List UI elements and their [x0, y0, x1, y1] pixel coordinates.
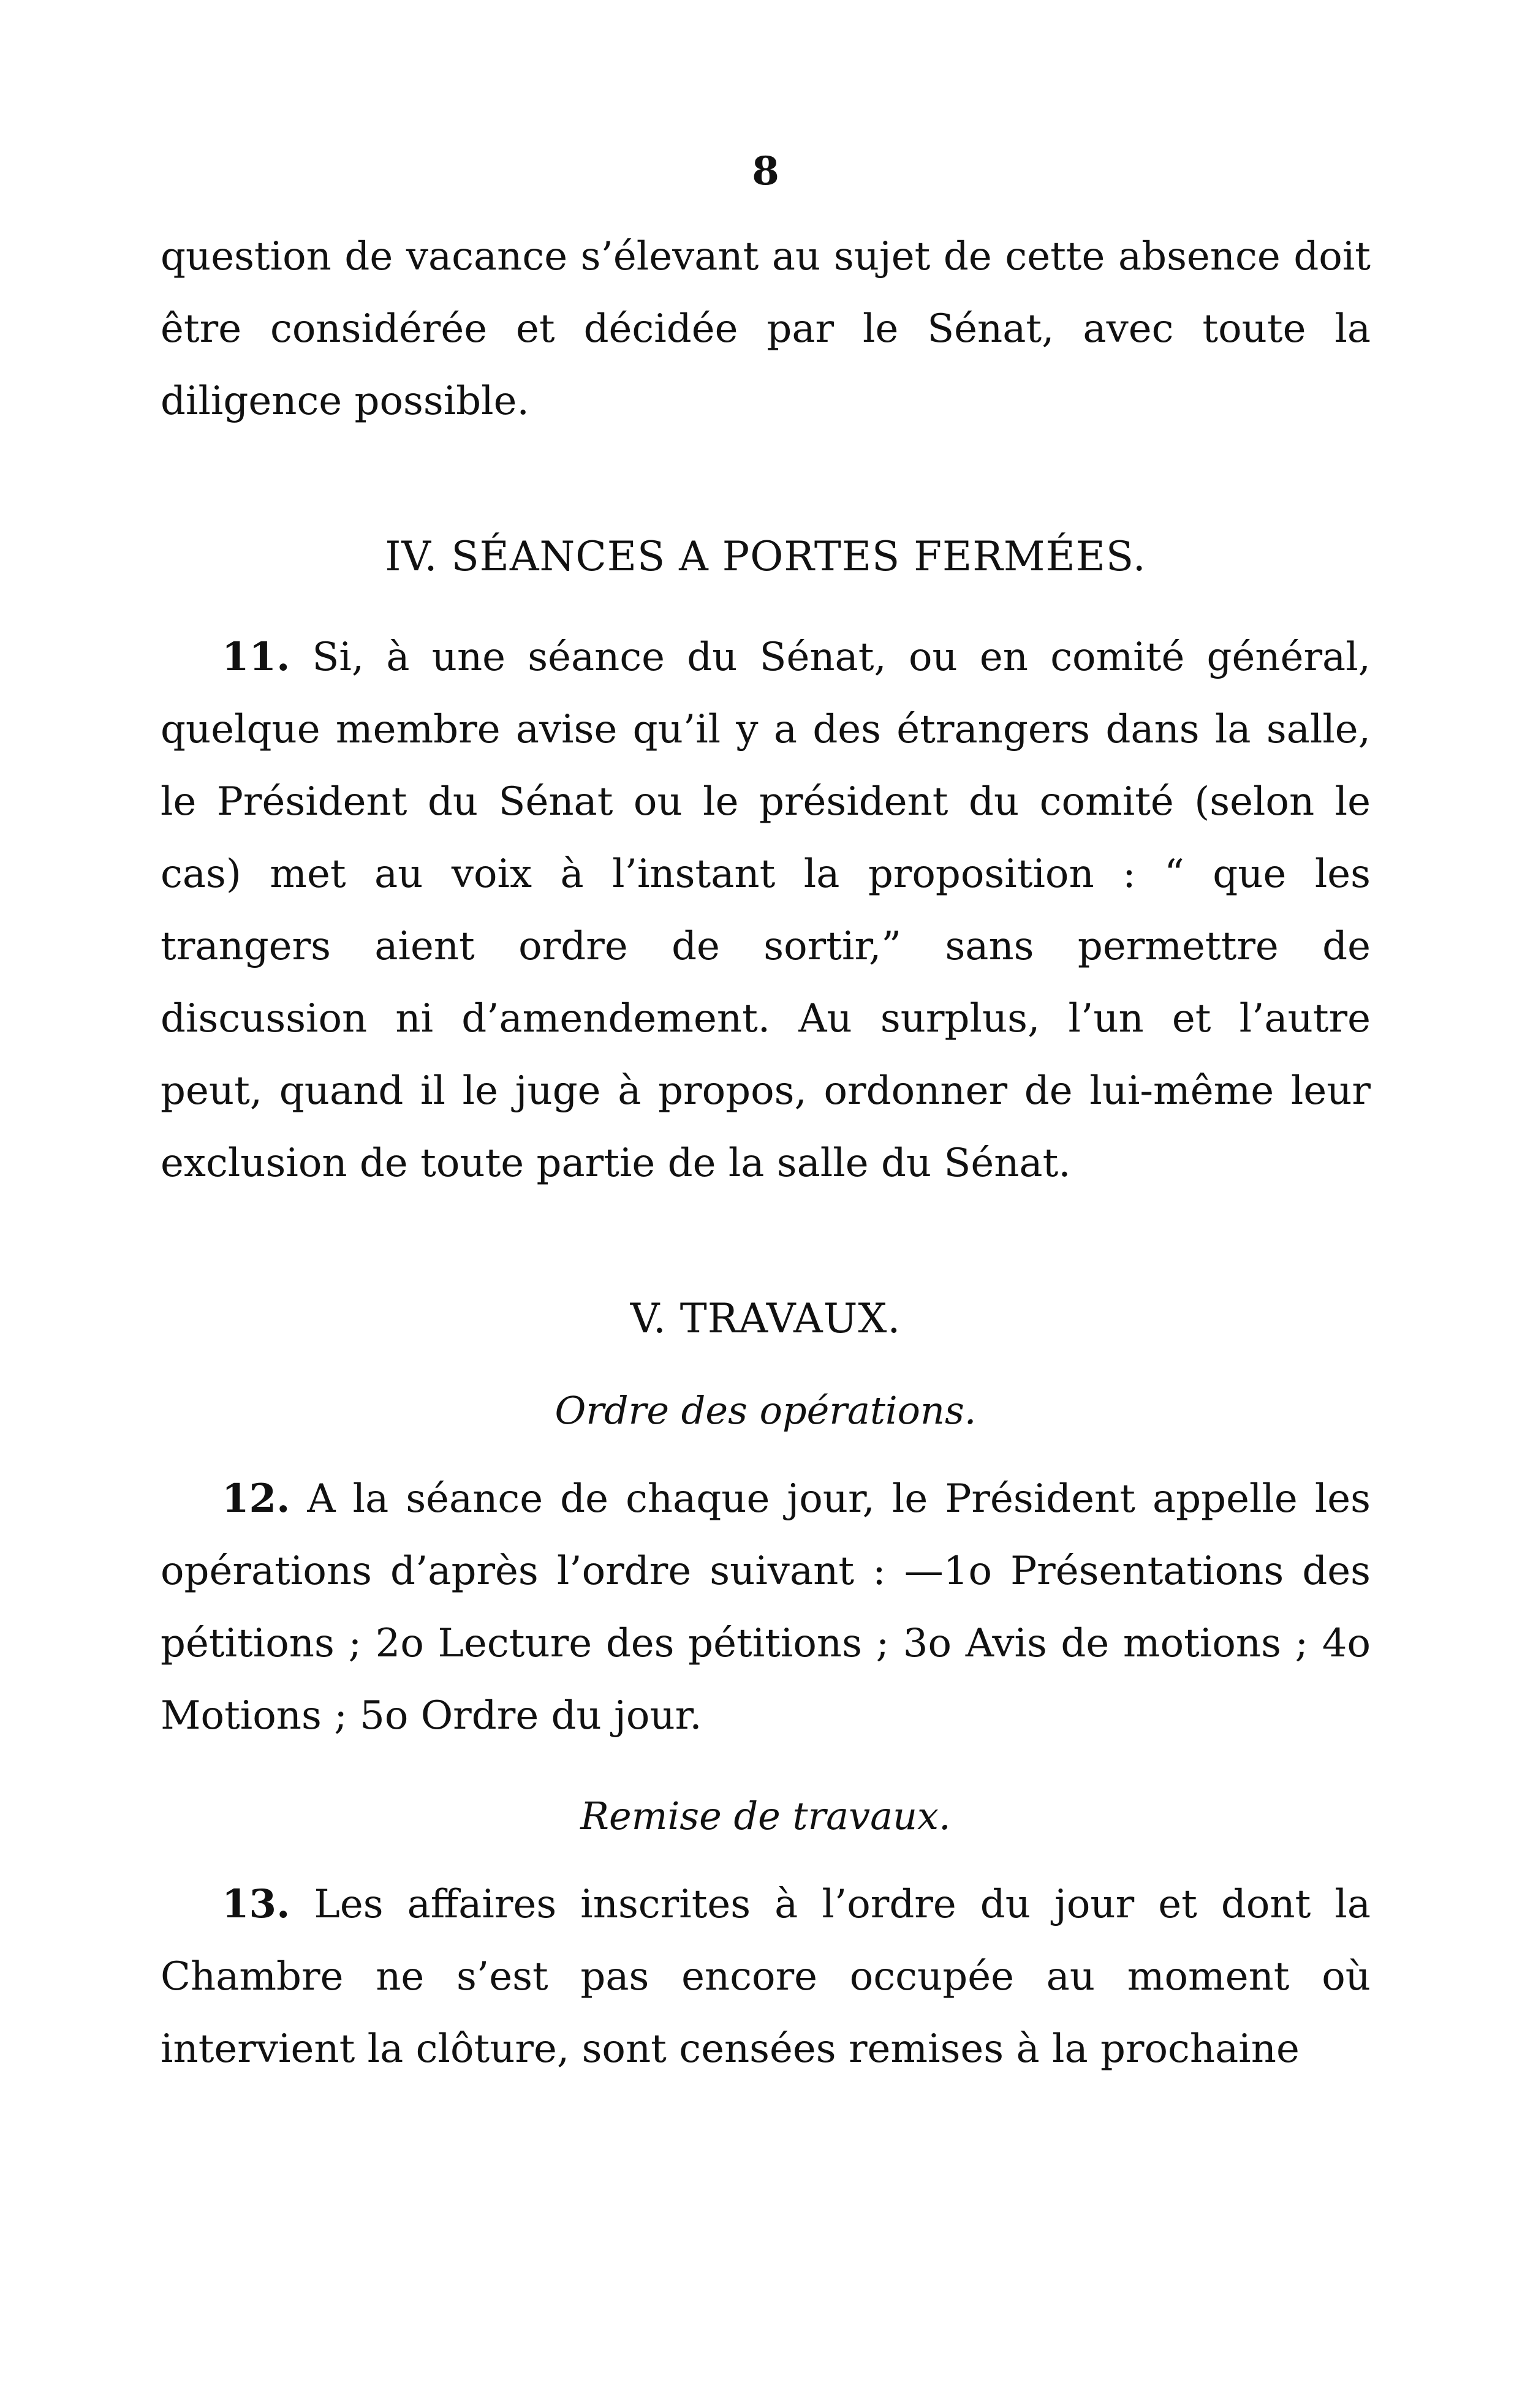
paragraph-number: 12. — [222, 1476, 290, 1522]
paragraph-13 — [161, 1868, 1371, 2085]
section-heading-v: V. TRAVAUX. — [630, 1295, 901, 1342]
document-page — [161, 147, 1371, 2085]
paragraph-11 — [161, 621, 1371, 1199]
section-heading-iv: IV. SÉANCES A PORTES FERMÉES. — [385, 533, 1146, 580]
paragraph-text: Les affaires inscrites à l’ordre du jour et dont la Chambre ne s’est pas encore occupée au moment où intervient la clôture, sont censées remises à la prochaine — [161, 1882, 1371, 2072]
subheading-remise: Remise de travaux. — [580, 1794, 951, 1838]
paragraph-number: 13. — [222, 1881, 290, 1927]
paragraph-number: 11. — [222, 634, 290, 680]
page-number: 8 — [752, 148, 779, 194]
paragraph-12 — [161, 1463, 1371, 1752]
paragraph-text: Si, à une séance du Sénat, ou en comité général, quelque membre avise qu’il y a des étrangers dans la salle, le Président du Sénat ou le président du comité (selon le cas) met au voix à l’instant la proposition : “ que les trangers aient ordre de sortir,” sans permettre de discussion ni d’amendement. Au surplus, l’un et l’autre peut, quand il le juge à propos, ordonner de lui-même leur exclusion de toute partie de la salle du Sénat. — [161, 635, 1371, 1186]
paragraph-text: A la séance de chaque jour, le Président appelle les opérations d’après l’ordre suivant : —1o Présentations des pétitions ; 2o Lecture des pétitions ; 3o Avis de motions ; 4o Motions ; 5o Ordre du jour. — [161, 1476, 1371, 1738]
paragraph-continuation: question de vacance s’élevant au sujet de cette absence doit être considérée et décidée par le Sénat, avec toute la diligence possible. — [161, 234, 1371, 424]
subheading-ordre: Ordre des opérations. — [555, 1388, 977, 1433]
